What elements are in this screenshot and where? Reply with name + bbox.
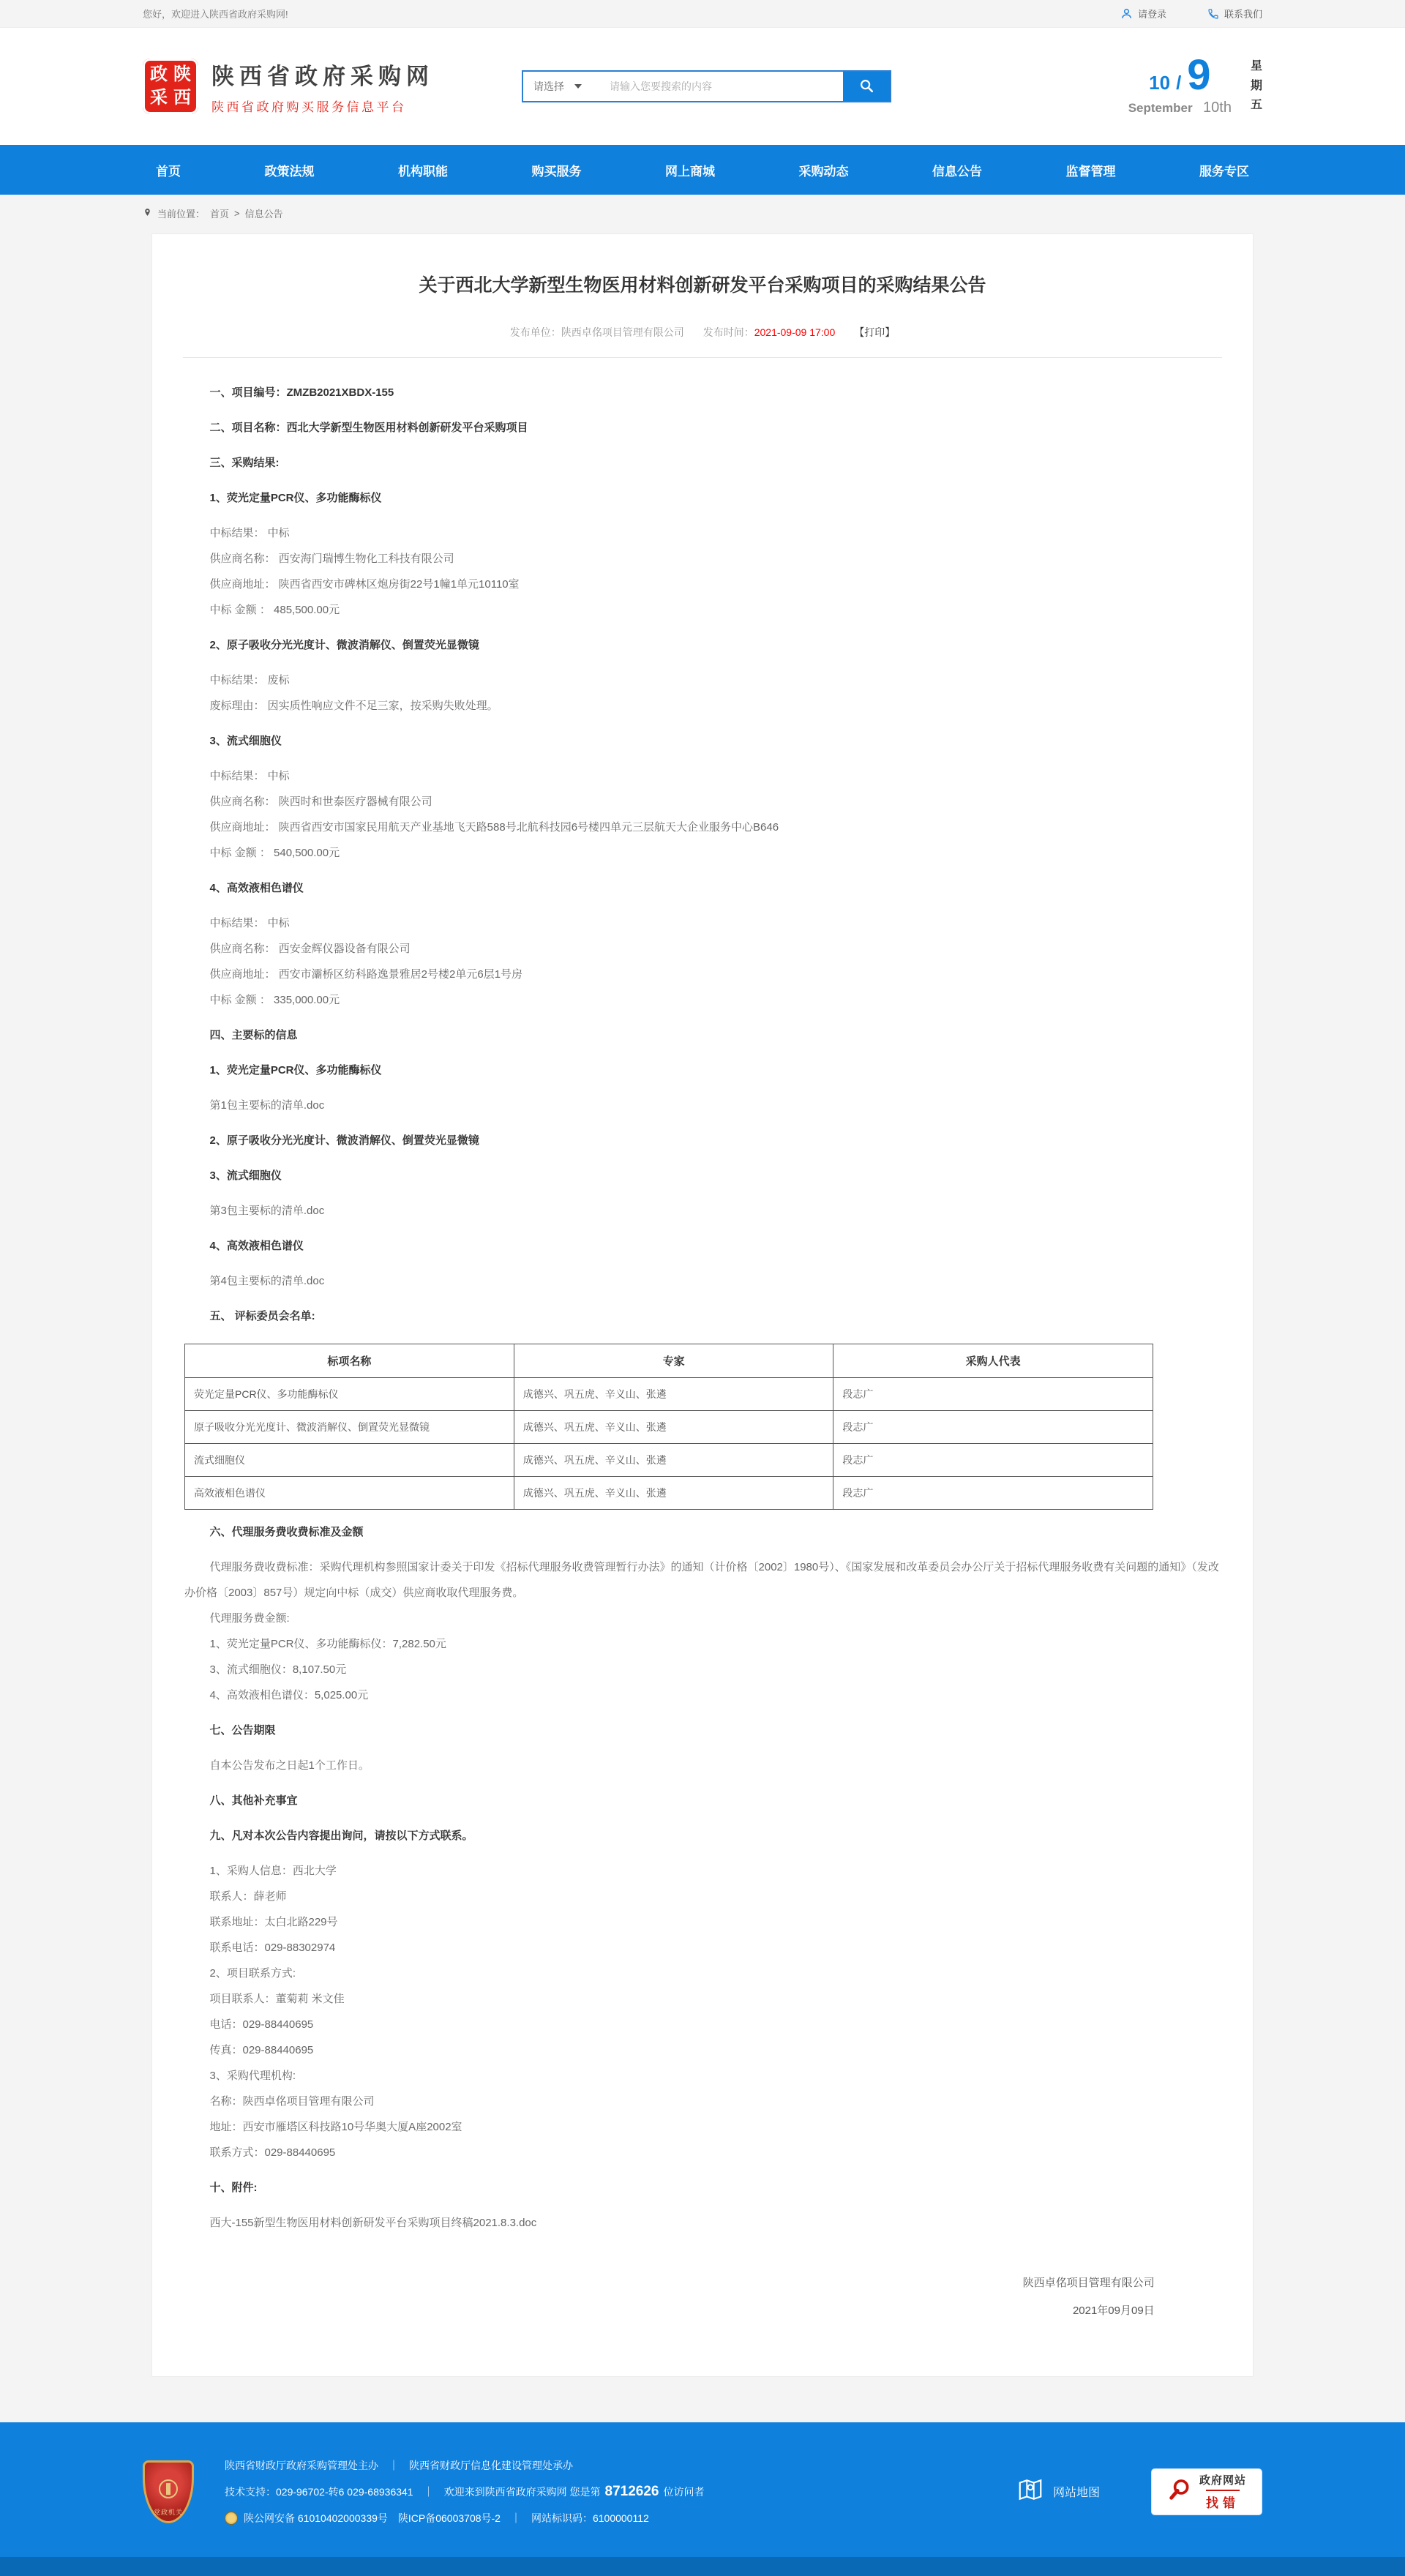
body-line: 供应商地址： 西安市灞桥区纺科路逸景雅居2号楼2单元6层1号房 [209, 967, 523, 981]
body-line: 电话：029-88440695 [209, 2018, 314, 2031]
date-day-number: 9 [1187, 51, 1211, 100]
column-header: 标项名称 [185, 1344, 514, 1377]
search-input[interactable] [605, 72, 843, 101]
table-cell: 荧光定量PCR仪、多功能酶标仪 [185, 1377, 514, 1410]
section-heading: 1、荧光定量PCR仪、多功能酶标仪 [209, 1063, 382, 1077]
body-line: 传真：029-88440695 [209, 2043, 314, 2056]
date-widget: 10 / 9 September 10th 星 期 五 [1128, 51, 1262, 116]
body-line: 供应商地址： 陕西省西安市碑林区炮房街22号1幢1单元10110室 [209, 577, 520, 591]
section-heading: 3、流式细胞仪 [209, 734, 282, 747]
phone-icon [1207, 8, 1219, 20]
section-heading: 六、代理服务费收费标准及金额 [209, 1525, 364, 1538]
attachment-link[interactable]: 西大-155新型生物医用材料创新研发平台采购项目终稿2021.8.3.doc [209, 2216, 537, 2229]
greeting-text: 您好，欢迎进入陕西省政府采购网! [143, 9, 288, 20]
body-line: 联系人：薛老师 [209, 1890, 287, 1903]
search-icon [858, 78, 874, 96]
breadcrumb-label: 当前位置： [157, 209, 206, 220]
nav-item-policy[interactable]: 政策法规 [264, 164, 315, 179]
column-header: 专家 [514, 1344, 833, 1377]
body-line: 名称：陕西卓佲项目管理有限公司 [209, 2094, 375, 2108]
attachment-link[interactable]: 第3包主要标的清单.doc [209, 1204, 325, 1217]
table-cell: 段志广 [833, 1443, 1153, 1476]
page-title: 关于西北大学新型生物医用材料创新研发平台采购项目的采购结果公告 [419, 275, 986, 296]
date-month-number: 10 [1149, 72, 1171, 94]
body-line: 4、高效液相色谱仪：5,025.00元 [209, 1688, 369, 1701]
table-row [185, 1443, 1153, 1476]
body-line: 地址：西安市雁塔区科技路10号华奥大厦A座2002室 [209, 2120, 462, 2133]
body-line: 废标理由： 因实质性响应文件不足三家，按采购失败处理。 [209, 699, 498, 712]
footer-line-icp: 陕公网安备 61010402000339号 陕ICP备06003708号-2 ｜ 网站标识码：6100000112 [225, 2509, 704, 2528]
section-heading: 四、主要标的信息 [209, 1028, 298, 1041]
date-day-ordinal: 10th [1203, 99, 1232, 116]
location-pin-icon [143, 207, 152, 220]
body-line: 供应商名称： 西安金辉仪器设备有限公司 [209, 942, 411, 955]
section-heading: 八、其他补充事宜 [209, 1794, 298, 1807]
main-nav-bar [0, 145, 1405, 195]
chevron-down-icon [574, 84, 582, 89]
section-heading: 七、公告期限 [209, 1723, 276, 1737]
section-heading: 十、附件: [209, 2181, 258, 2194]
section-heading: 4、高效液相色谱仪 [209, 881, 304, 894]
nav-item-purchase-service[interactable]: 购买服务 [531, 164, 582, 179]
body-line: 3、流式细胞仪：8,107.50元 [209, 1663, 347, 1676]
section-heading: 一、项目编号：ZMZB2021XBDX-155 [209, 386, 394, 399]
login-link[interactable]: 请登录 [1120, 7, 1166, 20]
search-category-select[interactable]: 请选择 [523, 72, 605, 101]
date-month-english: September [1128, 100, 1193, 115]
section-heading: 3、流式细胞仪 [209, 1169, 282, 1182]
nav-item-service-zone[interactable]: 服务专区 [1199, 164, 1249, 179]
body-line: 中标结果： 中标 [209, 769, 290, 782]
nav-item-functions[interactable]: 机构职能 [398, 164, 448, 179]
section-heading: 五、 评标委员会名单: [209, 1309, 315, 1322]
body-line: 中标结果： 中标 [209, 526, 290, 539]
site-title: 陕西省政府采购网 [211, 64, 434, 89]
table-row [185, 1410, 1153, 1443]
main-nav [143, 145, 1262, 195]
divider [183, 357, 1222, 358]
section-heading: 三、采购结果: [209, 456, 280, 469]
print-button[interactable]: 【打印】 [854, 326, 896, 338]
body-line: 中标 金额 ： 335,000.00元 [209, 993, 340, 1006]
body-line: 自本公告发布之日起1个工作日。 [209, 1759, 370, 1772]
nav-item-home[interactable]: 首页 [156, 164, 181, 179]
error-finder-magnifier-icon [1167, 2477, 1192, 2506]
site-subtitle: 陕西省政府购买服务信息平台 [211, 100, 407, 114]
section-heading: 1、荧光定量PCR仪、多功能酶标仪 [209, 491, 382, 504]
table-cell: 流式细胞仪 [185, 1443, 514, 1476]
body-line: 联系地址：太白北路229号 [209, 1915, 338, 1928]
footer-line-support: 技术支持：029-96702-转6 029-68936341 ｜ 欢迎来到陕西省政府采购网 您是第 8712626 位访问者 [225, 2482, 704, 2501]
table-cell: 段志广 [833, 1377, 1153, 1410]
site-header [0, 28, 1405, 145]
site-logo: 政 陕 采 西 [143, 59, 198, 114]
search-button[interactable] [843, 72, 890, 101]
site-footer [0, 2422, 1405, 2557]
body-line: 1、采购人信息：西北大学 [209, 1864, 337, 1877]
body-line: 供应商地址： 陕西省西安市国家民用航天产业基地飞天路588号北航科技园6号楼四单元三层航天大企业服务中心B646 [209, 820, 779, 834]
body-line: 3、采购代理机构: [209, 2069, 296, 2082]
section-heading: 2、原子吸收分光光度计、微波消解仪、倒置荧光显微镜 [209, 1134, 479, 1147]
search-box [522, 70, 891, 102]
article-body [183, 380, 1222, 2236]
attachment-link[interactable]: 第4包主要标的清单.doc [209, 1274, 325, 1287]
body-line: 代理服务费收费标准：采购代理机构参照国家计委关于印发《招标代理服务收费管理暂行办法》的通知（计价格〔2002〕1980号）、《国家发展和改革委员会办公厅关于招标代理服务收费有关问题的通知》（发改办价格〔2003〕857号）规定向中标（成交）供应商收取代理服务费。 [184, 1560, 1219, 1599]
body-line: 项目联系人：董菊莉 米文佳 [209, 1992, 345, 2005]
party-government-badge-icon: 党政机关 [143, 2460, 194, 2523]
table-cell: 段志广 [833, 1476, 1153, 1509]
evaluation-table [184, 1344, 1153, 1510]
attachment-link[interactable]: 第1包主要标的清单.doc [209, 1098, 325, 1112]
body-line: 代理服务费金额: [209, 1611, 290, 1625]
contact-link[interactable]: 联系我们 [1207, 7, 1262, 20]
police-badge-icon [225, 2512, 238, 2525]
breadcrumb-home[interactable]: 首页 [210, 209, 230, 220]
column-header: 采购人代表 [833, 1344, 1153, 1377]
body-line: 2、项目联系方式: [209, 1966, 296, 1980]
table-cell: 高效液相色谱仪 [185, 1476, 514, 1509]
table-cell: 原子吸收分光光度计、微波消解仪、倒置荧光显微镜 [185, 1410, 514, 1443]
section-heading: 二、项目名称：西北大学新型生物医用材料创新研发平台采购项目 [209, 421, 528, 434]
body-line: 联系电话：029-88302974 [209, 1941, 336, 1954]
nav-item-supervision[interactable]: 监督管理 [1065, 164, 1116, 179]
nav-item-announcements[interactable]: 信息公告 [932, 164, 982, 179]
table-cell: 段志广 [833, 1410, 1153, 1443]
top-bar [0, 0, 1405, 28]
body-line: 中标结果： 废标 [209, 673, 290, 686]
visit-count: 8712626 [604, 2483, 659, 2499]
sitemap-link[interactable]: 网站地图 [1016, 2476, 1100, 2507]
body-line: 中标 金额 ： 485,500.00元 [209, 603, 340, 616]
table-cell: 成德兴、巩五虎、辛义山、张遴 [514, 1443, 833, 1476]
nav-item-procurement-news[interactable]: 采购动态 [798, 164, 849, 179]
publish-time: 发布时间：2021-09-09 17:00 [702, 326, 836, 338]
table-header-row [185, 1344, 1153, 1377]
breadcrumb-current[interactable]: 信息公告 [244, 209, 283, 220]
user-icon [1120, 7, 1133, 20]
body-line: 1、荧光定量PCR仪、多功能酶标仪：7,282.50元 [209, 1637, 446, 1650]
table-cell: 成德兴、巩五虎、辛义山、张遴 [514, 1377, 833, 1410]
table-cell: 成德兴、巩五虎、辛义山、张遴 [514, 1410, 833, 1443]
footer-line-sponsor: 陕西省财政厅政府采购管理处主办 ｜ 陕西省财政厅信息化建设管理处承办 [225, 2459, 573, 2471]
breadcrumb: 当前位置： 首页 > 信息公告 [0, 195, 1405, 231]
date-weekday: 星 期 五 [1250, 60, 1262, 112]
publish-unit: 发布单位：陕西卓佲项目管理有限公司 [509, 326, 684, 338]
map-icon [1016, 2476, 1044, 2507]
table-cell: 成德兴、巩五虎、辛义山、张遴 [514, 1476, 833, 1509]
nav-item-online-mall[interactable]: 网上商城 [665, 164, 715, 179]
error-report-badge[interactable]: 政府网站 找错 [1151, 2468, 1262, 2515]
signature-date: 2021年09月09日 [1072, 2304, 1155, 2317]
body-line: 中标 金额 ： 540,500.00元 [209, 846, 340, 859]
section-heading: 2、原子吸收分光光度计、微波消解仪、倒置荧光显微镜 [209, 638, 479, 651]
body-line: 联系方式：029-88440695 [209, 2146, 336, 2159]
body-line: 供应商名称： 陕西时和世泰医疗器械有限公司 [209, 795, 432, 808]
body-line: 供应商名称： 西安海门瑞博生物化工科技有限公司 [209, 552, 454, 565]
signature-company: 陕西卓佲项目管理有限公司 [1022, 2276, 1155, 2289]
table-row [185, 1377, 1153, 1410]
bottom-strip [0, 2557, 1405, 2576]
section-heading: 九、凡对本次公告内容提出询问，请按以下方式联系。 [209, 1829, 473, 1842]
table-row [185, 1476, 1153, 1509]
body-line: 中标结果： 中标 [209, 916, 290, 929]
article-card [151, 233, 1254, 2377]
section-heading: 4、高效液相色谱仪 [209, 1239, 304, 1252]
